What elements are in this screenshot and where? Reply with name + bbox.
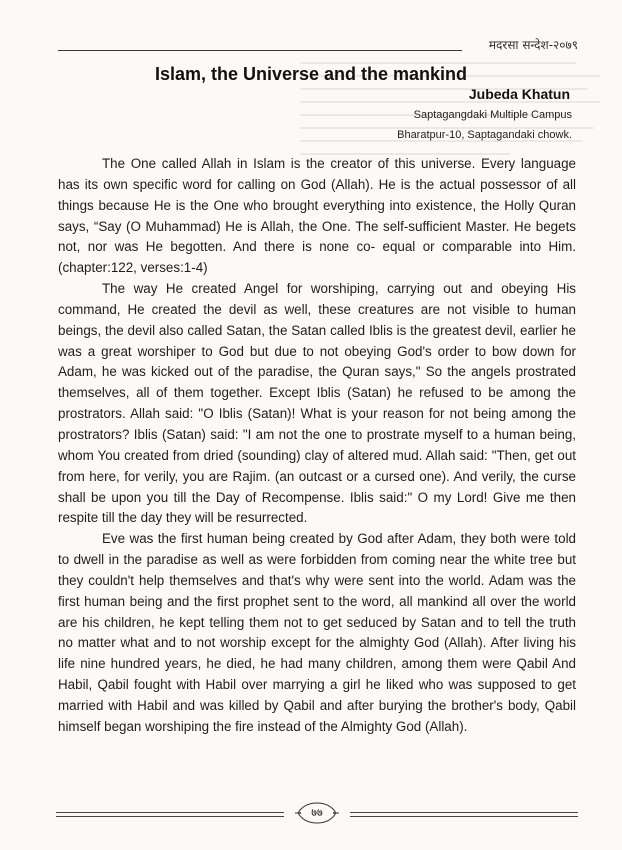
author-affiliation-address: Bharatpur-10, Saptagandaki chowk.: [397, 129, 572, 141]
page-header: [58, 36, 578, 56]
author-affiliation-campus: Saptagangdaki Multiple Campus: [413, 109, 572, 121]
article-title: Islam, the Universe and the mankind: [154, 64, 468, 84]
footer-rule-left: [56, 812, 284, 817]
page-footer: [56, 800, 578, 830]
article-body: [58, 154, 576, 738]
paragraph: Eve was the first human being created by God after Adam, they both were told to dwell in the paradise as well as were forbidden from coming near the white tree but they couldn't help themselves and that's why were sent into the world. Adam was the first human being and the first prophet sent to the word, all mankind all over the world are his children, he kept telling them not to get seduced by Satan and to tell the truth no matter what and to not worship except for the almighty God (Allah). After living his life nine hundred years, he died, he had many children, among them were Qabil And Habil, Qabil fought with Habil over marrying a girl he liked who was supposed to get married with Habil and was killed by Qabil and after burying the brother's body, Qabil himself began worshiping the fire instead of the Almighty God (Allah).: [58, 531, 576, 734]
author-name: Jubeda Khatun: [468, 86, 570, 102]
page-number: ७७: [311, 806, 323, 819]
running-title: मदरसा सन्देश-२०७९: [488, 38, 578, 52]
page-number-badge: [294, 800, 340, 826]
footer-rule-right: [350, 812, 578, 817]
header-rule: [58, 50, 462, 51]
paragraph: The One called Allah in Islam is the creator of this universe. Every language has its own specific word for calling on God (Allah). He is the actual possessor of all things because He is the One who brought everything into existence, the Holly Quran says, “Say (O Muhammad) He is Allah, the One. The self-sufficient Master. He begets not, nor was He begotten. And there is none co- equal or comparable into Him.(chapter:122, verses:1-4): [58, 156, 576, 276]
paragraph: The way He created Angel for worshiping, carrying out and obeying His command, He created the devil as well, these creatures are not visible to human beings, the devil also called Satan, the Satan called Iblis is the greatest devil, earlier he was a great worshiper to God but due to not obeying God's order to bow down for Adam, he was kicked out of the paradise, the Quran says," So the angels prostrated themselves, all of them together. Except Iblis (Satan) he refused to be among the prostrators. Allah said: "O Iblis (Satan)! What is your reason for not being among the prostrators? Iblis (Satan) said: "I am not the one to prostrate myself to a human being, whom You created from dried (sounding) clay of altered mud. Allah said: "Then, get out from here, for verily, you are Rajim. (an outcast or a cursed one). And verily, the curse shall be upon you till the Day of Recompense. Iblis said:" O my Lord! Give me then respite till the day they will be resurrected.: [58, 281, 576, 526]
